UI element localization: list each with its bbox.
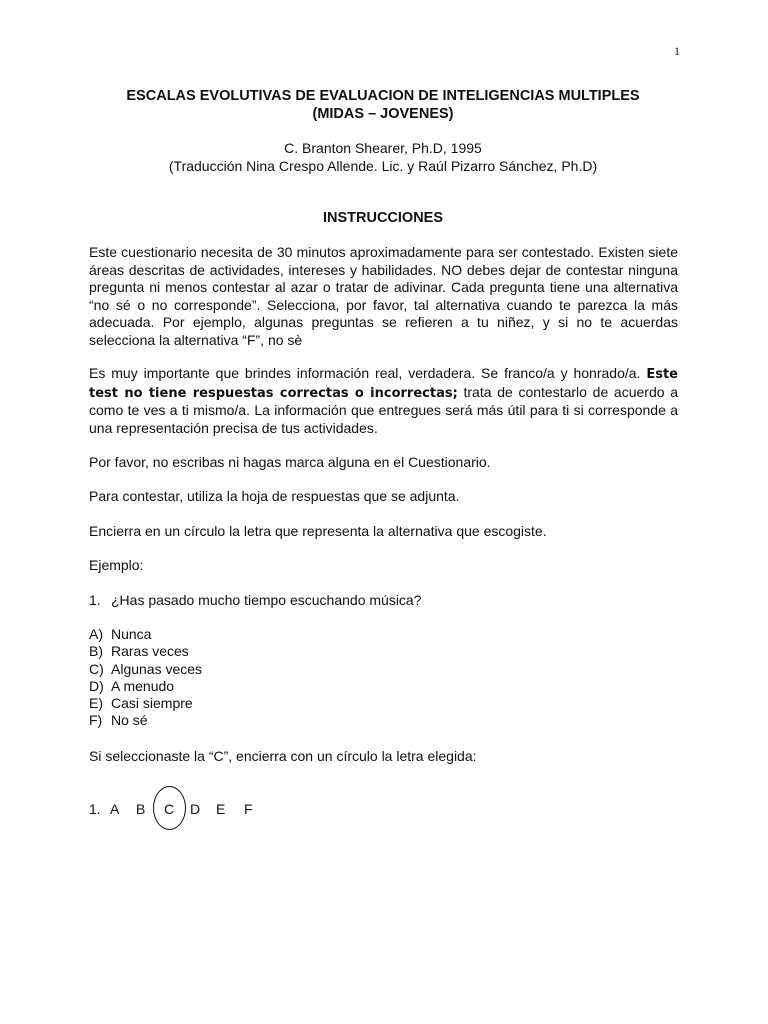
author-credits	[88, 139, 678, 175]
option-letter: B)	[89, 643, 103, 660]
answer-number: 1.	[89, 801, 101, 817]
page-number: 1	[674, 44, 680, 58]
answer-letter-a: A	[110, 801, 120, 817]
paragraph-honesty-start: Es muy importante que brindes información real, verdadera. Se franco/a y honrado/a.	[89, 365, 647, 381]
title-line-1: ESCALAS EVOLUTIVAS DE EVALUACION DE INTELIGENCIAS MULTIPLES	[126, 88, 640, 104]
option-text: Nunca	[111, 626, 152, 642]
translation-credit: (Traducción Nina Crespo Allende. Lic. y Raúl Pizarro Sánchez, Ph.D)	[168, 158, 598, 174]
paragraph-intro: Este cuestionario necesita de 30 minutos aproximadamente para ser contestado. Existen siete áreas descritas de actividades, intereses y habilidades. NO debes dejar de contestar ninguna pregunta ni menos contestar al azar o tratar de adivinar. Cada pregunta tiene una alternativa “no sé o no corresponde”. Selecciona, por favor, tal alternativa cuando te parezca la más adecuada. Por ejemplo, algunas preguntas se refieren a tu niñez, y si no te acuerdas selecciona la alternativa “F”, no sè	[89, 244, 678, 348]
answer-letter-c: C	[164, 801, 175, 817]
option-item	[89, 626, 202, 643]
document-title	[88, 87, 678, 123]
paragraph-no-marks: Por favor, no escribas ni hagas marca alguna en el Cuestionario.	[89, 454, 491, 470]
option-item	[89, 712, 202, 729]
option-letter: E)	[89, 695, 103, 712]
answer-letter-b: B	[136, 801, 146, 817]
answer-letter-e: E	[216, 801, 226, 817]
question-number: 1.	[89, 592, 101, 608]
option-text: Algunas veces	[111, 660, 203, 677]
answer-letter-f: F	[244, 801, 253, 817]
paragraph-selection-example: Si seleccionaste la “C”, encierra con un círculo la letra elegida:	[89, 748, 477, 764]
option-item	[89, 678, 202, 695]
answer-letter-d: D	[190, 801, 201, 817]
option-text: Casi siempre	[111, 695, 193, 712]
paragraph-answer-sheet: Para contestar, utiliza la hoja de respuestas que se adjunta.	[89, 488, 460, 504]
option-letter: A)	[89, 626, 103, 642]
section-heading: INSTRUCCIONES	[322, 210, 444, 226]
option-letter: C)	[89, 660, 104, 677]
example-question	[89, 592, 422, 610]
paragraph-honesty	[89, 365, 678, 437]
option-letter: F)	[89, 712, 103, 729]
option-list	[89, 626, 202, 730]
option-letter: D)	[89, 677, 104, 694]
paragraph-honesty-end: trata de contestarlo de acuerdo a como te ves a ti mismo/a. La información que entregues será más útil para ti si corresponde a una representación precisa de tus actividades.	[89, 383, 678, 436]
option-item	[89, 661, 202, 678]
question-text: ¿Has pasado mucho tiempo escuchando música?	[111, 592, 422, 608]
option-item	[89, 695, 202, 712]
option-text: Raras veces	[111, 643, 189, 660]
option-text: A menudo	[111, 677, 175, 694]
option-text: No sé	[111, 712, 148, 729]
selection-circle	[153, 786, 186, 830]
author-line: C. Branton Shearer, Ph.D, 1995	[284, 140, 482, 156]
title-line-2: (MIDAS – JOVENES)	[312, 106, 454, 122]
paragraph-honesty-bold: Este test no tiene respuestas correctas o incorrectas;	[89, 367, 678, 401]
paragraph-circle-instruction: Encierra en un círculo la letra que representa la alternativa que escogiste.	[89, 523, 547, 539]
example-label: Ejemplo:	[89, 557, 144, 573]
option-item	[89, 643, 202, 660]
